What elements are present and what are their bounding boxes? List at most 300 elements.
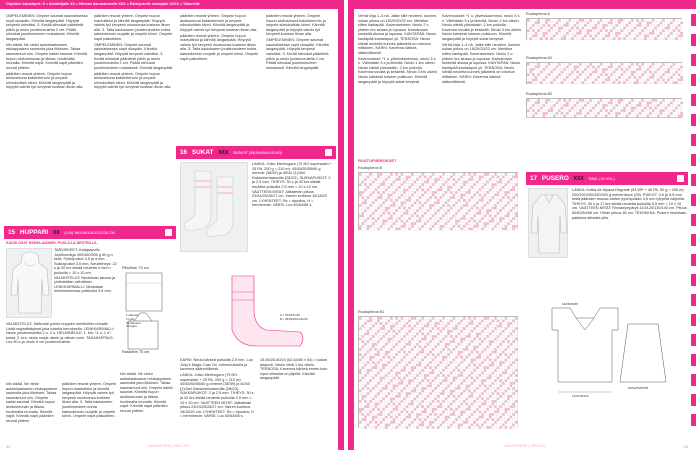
chart-cell <box>450 346 453 349</box>
chart-cell <box>427 343 430 346</box>
chart-cell <box>535 24 538 27</box>
chart-cell <box>548 107 551 110</box>
chart-cell <box>473 317 476 320</box>
chart-cell <box>419 392 422 395</box>
chart-cell <box>618 73 621 76</box>
chart-cell <box>359 215 362 218</box>
chart-cell <box>641 71 644 74</box>
chart-cell <box>654 102 657 105</box>
chart-cell <box>359 379 362 382</box>
chart-cell <box>460 225 463 228</box>
chart-cell <box>507 343 510 346</box>
chart-cell <box>634 115 637 118</box>
chart-cell <box>481 325 484 328</box>
chart-cell <box>414 191 417 194</box>
chart-cell <box>471 194 474 197</box>
chart-cell <box>649 73 652 76</box>
chart-cell <box>540 73 543 76</box>
chart-cell <box>471 382 474 385</box>
chart-cell <box>380 330 383 333</box>
chart-cell <box>489 361 492 364</box>
chart-cell <box>641 99 644 102</box>
chart-cell <box>380 364 383 367</box>
chart-cell <box>548 68 551 71</box>
chart-cell <box>582 22 585 25</box>
chart-cell <box>507 196 510 199</box>
chart-cell <box>419 348 422 351</box>
chart-cell <box>393 191 396 194</box>
chart-cell <box>662 76 665 79</box>
chart-cell <box>673 104 676 107</box>
chart-cell <box>561 109 564 112</box>
chart-cell <box>657 102 660 105</box>
chart-cell <box>372 202 375 205</box>
chart-cell <box>471 372 474 375</box>
chart-cell <box>569 79 572 82</box>
chart-cell <box>382 385 385 388</box>
chart-cell <box>543 27 546 30</box>
chart-cell <box>455 325 458 328</box>
chart-cell <box>364 385 367 388</box>
chart-cell <box>419 359 422 362</box>
chart-cell <box>597 71 600 74</box>
chart-cell <box>471 405 474 408</box>
chart-cell <box>359 217 362 220</box>
chart-cell <box>553 112 556 115</box>
chart-cell <box>377 364 380 367</box>
chart-cell <box>447 364 450 367</box>
chart-cell <box>403 398 406 401</box>
chart-cell <box>535 37 538 40</box>
chart-cell <box>427 361 430 364</box>
chart-cell <box>486 183 489 186</box>
chart-cell <box>440 209 443 212</box>
chart-cell <box>427 225 430 228</box>
chart-cell <box>486 322 489 325</box>
chart-cell <box>499 366 502 369</box>
chart-cell <box>582 66 585 69</box>
chart-cell <box>537 32 540 35</box>
chart-cell <box>419 353 422 356</box>
chart-cell <box>561 115 564 118</box>
chart-cell <box>377 333 380 336</box>
chart-cell <box>494 228 497 231</box>
chart-cell <box>427 405 430 408</box>
chart-cell <box>460 202 463 205</box>
chart-cell <box>424 178 427 181</box>
chart-cell <box>481 385 484 388</box>
chart-cell <box>595 71 598 74</box>
chart-cell <box>437 176 440 179</box>
chart-cell <box>569 71 572 74</box>
chart-cell <box>543 99 546 102</box>
chart-cell <box>406 387 409 390</box>
chart-cell <box>610 115 613 118</box>
chart-cell <box>414 353 417 356</box>
chart-cell <box>429 338 432 341</box>
chart-cell <box>597 29 600 32</box>
chart-cell <box>530 99 533 102</box>
chart-cell <box>479 395 482 398</box>
chart-cell <box>473 322 476 325</box>
chart-cell <box>450 343 453 346</box>
chart-cell <box>445 361 448 364</box>
chart-cell <box>408 181 411 184</box>
chart-cell <box>395 228 398 231</box>
chart-cell <box>398 199 401 202</box>
chart-cell <box>395 212 398 215</box>
chart-cell <box>380 405 383 408</box>
chart-cell <box>380 398 383 401</box>
chart-cell <box>481 356 484 359</box>
chart-cell <box>481 398 484 401</box>
chart-cell <box>494 202 497 205</box>
chart-cell <box>486 186 489 189</box>
chart-cell <box>608 29 611 32</box>
chart-cell <box>453 183 456 186</box>
chart-cell <box>608 37 611 40</box>
chart-cell <box>463 330 466 333</box>
chart-cell <box>468 225 471 228</box>
chart-cell <box>372 325 375 328</box>
chart-cell <box>437 228 440 231</box>
chart-cell <box>429 327 432 330</box>
chart-cell <box>479 340 482 343</box>
chart-cell <box>453 400 456 403</box>
chart-cell <box>468 398 471 401</box>
chart-cell <box>466 322 469 325</box>
chart-cell <box>372 222 375 225</box>
chart-cell <box>476 225 479 228</box>
chart-cell <box>665 63 668 66</box>
chart-cell <box>641 32 644 35</box>
chart-cell <box>665 71 668 74</box>
chart-cell <box>589 27 592 30</box>
chart-cell <box>419 346 422 349</box>
right-text-col-2 <box>442 14 522 154</box>
chart-cell <box>442 199 445 202</box>
chart-cell <box>471 356 474 359</box>
chart-cell <box>660 32 663 35</box>
chart-cell <box>510 340 513 343</box>
chart-cell <box>411 340 414 343</box>
chart-cell <box>492 327 495 330</box>
chart-cell <box>587 35 590 38</box>
chart-cell <box>608 19 611 22</box>
chart-cell <box>458 333 461 336</box>
chart-cell <box>375 403 378 406</box>
chart-cell <box>579 68 582 71</box>
chart-cell <box>364 317 367 320</box>
chart-cell <box>440 325 443 328</box>
chart-cell <box>540 66 543 69</box>
chart-cell <box>486 333 489 336</box>
chart-cell <box>466 222 469 225</box>
chart-cell <box>631 73 634 76</box>
chart-cell <box>403 353 406 356</box>
chart-cell <box>489 222 492 225</box>
chart-cell <box>499 398 502 401</box>
chart-cell <box>473 377 476 380</box>
chart-cell <box>494 194 497 197</box>
chart-cell <box>571 112 574 115</box>
chart-cell <box>592 79 595 82</box>
chart-cell <box>460 351 463 354</box>
chart-cell <box>654 35 657 38</box>
chart-cell <box>492 403 495 406</box>
chart-cell <box>442 178 445 181</box>
chart-cell <box>543 79 546 82</box>
chart-cell <box>476 377 479 380</box>
chart-cell <box>479 385 482 388</box>
chart-cell <box>652 99 655 102</box>
chart-cell <box>424 382 427 385</box>
chart-cell <box>610 27 613 30</box>
chart-cell <box>527 79 530 82</box>
chart-cell <box>507 392 510 395</box>
chart-cell <box>375 202 378 205</box>
chart-cell <box>673 22 676 25</box>
chart-cell <box>359 364 362 367</box>
chart-cell <box>626 19 629 22</box>
chart-cell <box>553 76 556 79</box>
chart-cell <box>403 209 406 212</box>
chart-cell <box>377 181 380 184</box>
chart-cell <box>481 194 484 197</box>
chart-cell <box>401 346 404 349</box>
chart-cell <box>447 196 450 199</box>
chart-cell <box>626 37 629 40</box>
chart-cell <box>595 37 598 40</box>
chart-cell <box>597 81 600 84</box>
chart-cell <box>576 63 579 66</box>
chart-cell <box>595 66 598 69</box>
chart-cell <box>362 340 365 343</box>
chart-cell <box>532 27 535 30</box>
chart-cell <box>434 398 437 401</box>
chart-cell <box>385 387 388 390</box>
chart-cell <box>390 189 393 192</box>
chart-cell <box>445 379 448 382</box>
chart-cell <box>492 202 495 205</box>
chart-cell <box>647 22 650 25</box>
chart-cell <box>489 382 492 385</box>
chart-cell <box>623 102 626 105</box>
chart-cell <box>502 320 505 323</box>
chart-cell <box>515 320 518 323</box>
chart-cell <box>411 333 414 336</box>
chart-cell <box>445 405 448 408</box>
chart-cell <box>553 102 556 105</box>
chart-cell <box>455 333 458 336</box>
chart-cell <box>589 22 592 25</box>
chart-cell <box>473 325 476 328</box>
chart-cell <box>615 107 618 110</box>
chart-cell <box>403 359 406 362</box>
chart-cell <box>499 320 502 323</box>
chart-cell <box>375 212 378 215</box>
chart-cell <box>597 19 600 22</box>
chart-cell <box>649 81 652 84</box>
chart-cell <box>375 405 378 408</box>
chart-cell <box>390 379 393 382</box>
chart-cell <box>442 400 445 403</box>
chart-cell <box>468 408 471 411</box>
chart-cell <box>382 320 385 323</box>
chart-cell <box>364 194 367 197</box>
chart-cell <box>372 176 375 179</box>
chart-cell <box>600 104 603 107</box>
chart-cell <box>584 99 587 102</box>
chart-cell <box>375 364 378 367</box>
chart-cell <box>494 196 497 199</box>
chart-cell <box>657 66 660 69</box>
chart-cell <box>502 178 505 181</box>
chart-cell <box>432 320 435 323</box>
chart-cell <box>654 63 657 66</box>
chart-cell <box>460 222 463 225</box>
chart-cell <box>419 199 422 202</box>
chart-cell <box>427 403 430 406</box>
chart-cell <box>416 220 419 223</box>
chart-cell <box>442 330 445 333</box>
chart-cell <box>563 19 566 22</box>
chart-cell <box>639 104 642 107</box>
chart-cell <box>388 327 391 330</box>
chart-cell <box>654 29 657 32</box>
chart-cell <box>372 346 375 349</box>
chart-cell <box>471 392 474 395</box>
chart-cell <box>398 225 401 228</box>
chart-cell <box>411 387 414 390</box>
chart-cell <box>492 356 495 359</box>
chart-cell <box>375 408 378 411</box>
chart-cell <box>453 374 456 377</box>
chart-cell <box>440 398 443 401</box>
chart-cell <box>476 222 479 225</box>
chart-cell <box>494 351 497 354</box>
chart-cell <box>647 24 650 27</box>
chart-cell <box>481 191 484 194</box>
chart-cell <box>497 183 500 186</box>
chart-cell <box>628 81 631 84</box>
chart-cell <box>499 228 502 231</box>
chart-cell <box>367 346 370 349</box>
chart-cell <box>395 379 398 382</box>
chart-cell <box>489 343 492 346</box>
chart-cell <box>432 379 435 382</box>
chart-cell <box>377 340 380 343</box>
chart-cell <box>615 109 618 112</box>
chart-cell <box>432 196 435 199</box>
chart-cell <box>486 217 489 220</box>
chart-cell <box>372 212 375 215</box>
chart-cell <box>359 325 362 328</box>
chart-cell <box>380 382 383 385</box>
chart-cell <box>602 107 605 110</box>
chart-cell <box>421 353 424 356</box>
chart-cell <box>502 405 505 408</box>
chart-cell <box>507 395 510 398</box>
chart-cell <box>667 107 670 110</box>
chart-cell <box>678 19 681 22</box>
chart-cell <box>600 73 603 76</box>
chart-cell <box>429 382 432 385</box>
chart-cell <box>479 212 482 215</box>
chart-cell <box>512 390 515 393</box>
chart-cell <box>380 346 383 349</box>
chart-cell <box>545 32 548 35</box>
chart-cell <box>597 35 600 38</box>
chart-cell <box>408 356 411 359</box>
chart-cell <box>597 115 600 118</box>
chart-cell <box>427 382 430 385</box>
chart-cell <box>486 405 489 408</box>
chart-cell <box>515 403 518 406</box>
chart-cell <box>403 207 406 210</box>
chart-cell <box>380 212 383 215</box>
chart-cell <box>429 356 432 359</box>
chart-cell <box>421 366 424 369</box>
chart-cell <box>377 320 380 323</box>
chart-cell <box>644 37 647 40</box>
chart-cell <box>466 194 469 197</box>
chart-cell <box>535 19 538 22</box>
chart-cell <box>473 222 476 225</box>
chart-cell <box>647 37 650 40</box>
chart-cell <box>515 330 518 333</box>
chart-cell <box>574 68 577 71</box>
chart-cell <box>450 392 453 395</box>
chart-cell <box>515 400 518 403</box>
chart-cell <box>634 37 637 40</box>
chart-cell <box>421 196 424 199</box>
chart-cell <box>515 348 518 351</box>
chart-cell <box>432 338 435 341</box>
chart-cell <box>453 353 456 356</box>
chart-cell <box>416 209 419 212</box>
chart-cell <box>587 107 590 110</box>
chart-cell <box>453 392 456 395</box>
chart-cell <box>563 35 566 38</box>
chart-cell <box>574 24 577 27</box>
chart-cell <box>362 387 365 390</box>
chart-cell <box>359 353 362 356</box>
chart-cell <box>675 24 678 27</box>
chart-cell <box>458 173 461 176</box>
chart-cell <box>497 387 500 390</box>
chart-cell <box>460 359 463 362</box>
chart-cell <box>382 228 385 231</box>
chart-cell <box>484 225 487 228</box>
chart-cell <box>445 377 448 380</box>
chart-cell <box>510 353 513 356</box>
chart-cell <box>680 63 683 66</box>
chart-cell <box>395 194 398 197</box>
chart-cell <box>510 225 513 228</box>
chart-cell <box>530 37 533 40</box>
chart-cell <box>623 112 626 115</box>
chart-cell <box>499 202 502 205</box>
chart-cell <box>403 202 406 205</box>
chart-cell <box>486 356 489 359</box>
chart-cell <box>398 387 401 390</box>
chart-cell <box>484 408 487 411</box>
chart-cell <box>636 73 639 76</box>
chart-cell <box>398 191 401 194</box>
chart-cell <box>507 212 510 215</box>
chart-cell <box>621 68 624 71</box>
